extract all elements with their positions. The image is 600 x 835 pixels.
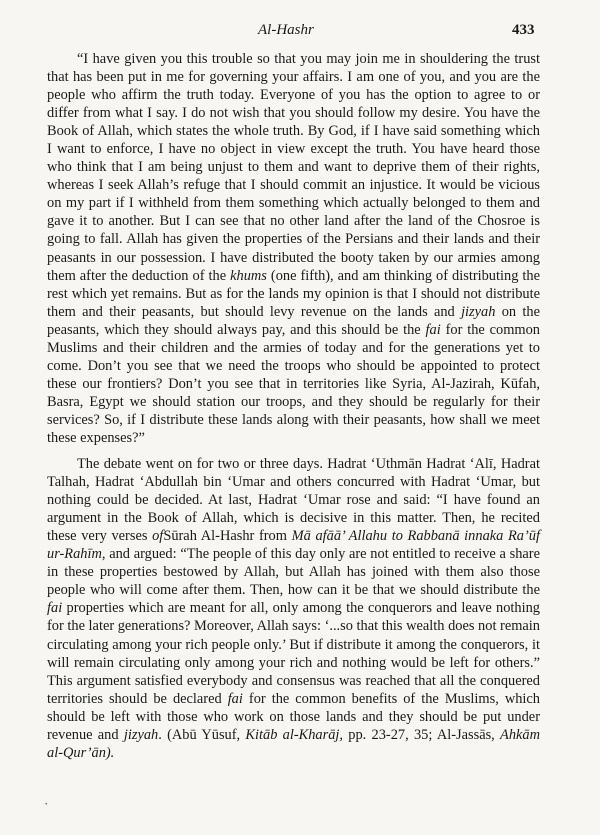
paragraph-2-text: Sūrah Al-Hashr from [163,528,292,545]
italic-word-of: of [152,528,164,545]
page-number: 433 [512,22,535,38]
italic-term-jizyah: jizyah [123,726,159,743]
paragraph-2 [47,455,540,762]
italic-book-title: Kitāb al-Kharāj, [245,726,344,743]
italic-term-jizyah: jizyah [461,303,496,320]
italic-verse-reference: Mā afāā’ Allahu to Rabbanā innaka Ra’ūf ur-Rahīm, [47,528,540,563]
page-header [0,22,600,44]
italic-term-fai: fai [227,690,243,707]
paragraph-2-text: . (Abū Yūsuf, [158,726,246,743]
italic-term-fai: fai [47,600,63,617]
footer-mark: · [44,796,49,811]
body-text [47,50,540,762]
paragraph-2-text: for the common benefits of the Muslims, which should be left with those who work on those lands and they should be put under revenue and [47,690,540,743]
running-title: Al-Hashr [258,22,314,38]
paragraph-1-text: “I have given you this trouble so that you may join me in shouldering the trust that has been put in me for governing your affairs. I am one of you, and you are the people who affirm the truth today. Everyone of you has the option to agree to or differ from what I say. I do not wish that you should follow my desire. You have the Book of Allah, which states the whole truth. By God, if I have said something which I want to enforce, I have no object in view except the truth. You have heard those who think that I am being unjust to them and want to deprive them of their rights, whereas I seek Allah’s refuge that I should commit an injustice. It would be vicious on my part if I withheld from them something which actually belonged to them and gave it to another. But I can see that no other land after the land of the Chosroe is going to fall. Allah has given the properties of the Persians and their lands and their peasants in our possession. I have distributed the booty taken by our armies among them after the deduction of the [47,51,540,284]
paragraph-1-text: for the common Muslims and their children and the armies of today and for the generations yet to come. Don’t you see that we need the troops who should be appointed to protect these our frontiers? Don’t you see that in territories like Syria, Al-Jazirah, Kūfah, Basra, Egypt we should station our troops, and they should be regularly for their services? So, if I distribute these lands along with their peasants, how shall we meet these expenses?” [47,321,541,446]
paragraph-2-text: properties which are meant for all, only among the conquerors and leave nothing for the later generations? Moreover, Allah says: ‘...so that this wealth does not remain circulating among your rich people only.’ But if distribute it among the conquerors, it will remain circulating only among your rich and nothing would be left for others.” This argument satisfied everybody and consensus was reached that all the conquered territories should be declared [47,600,540,707]
paragraph-2-text: and argued: “The people of this day only are not entitled to receive a share in these properties bestowed by Allah, but Allah has joined with them also those people who will come after them. Then, how can it be that we should distribute the [47,546,540,599]
paragraph-2-text: pp. 23-27, 35; Al-Jassās, [343,726,501,743]
italic-book-title: Ahkām al-Qur’ān). [47,726,541,761]
italic-term-khums: khums [230,267,267,284]
paragraph-2-text: The debate went on for two or three days. Hadrat ‘Uthmān Hadrat ‘Alī, Hadrat Talhah, Hadrat ‘Abdullah bin ‘Umar and others concurred with Hadrat ‘Umar, but nothing could be decided. At last, Hadrat ‘Umar rose and said: “I have found an argument in the Book of Allah, which is decisive in this matter. Then, he recited these very verses [47,456,540,545]
italic-term-fai: fai [425,321,441,338]
paragraph-1-text: (one fifth), and am thinking of distributing the rest which yet remains. But as for the lands my opinion is that I should not distribute them and their peasants, but should levy revenue on the lands and [47,267,540,320]
paragraph-1-text: on the peasants, which they should always pay, and this should be the [47,303,541,338]
paragraph-1 [47,50,540,447]
